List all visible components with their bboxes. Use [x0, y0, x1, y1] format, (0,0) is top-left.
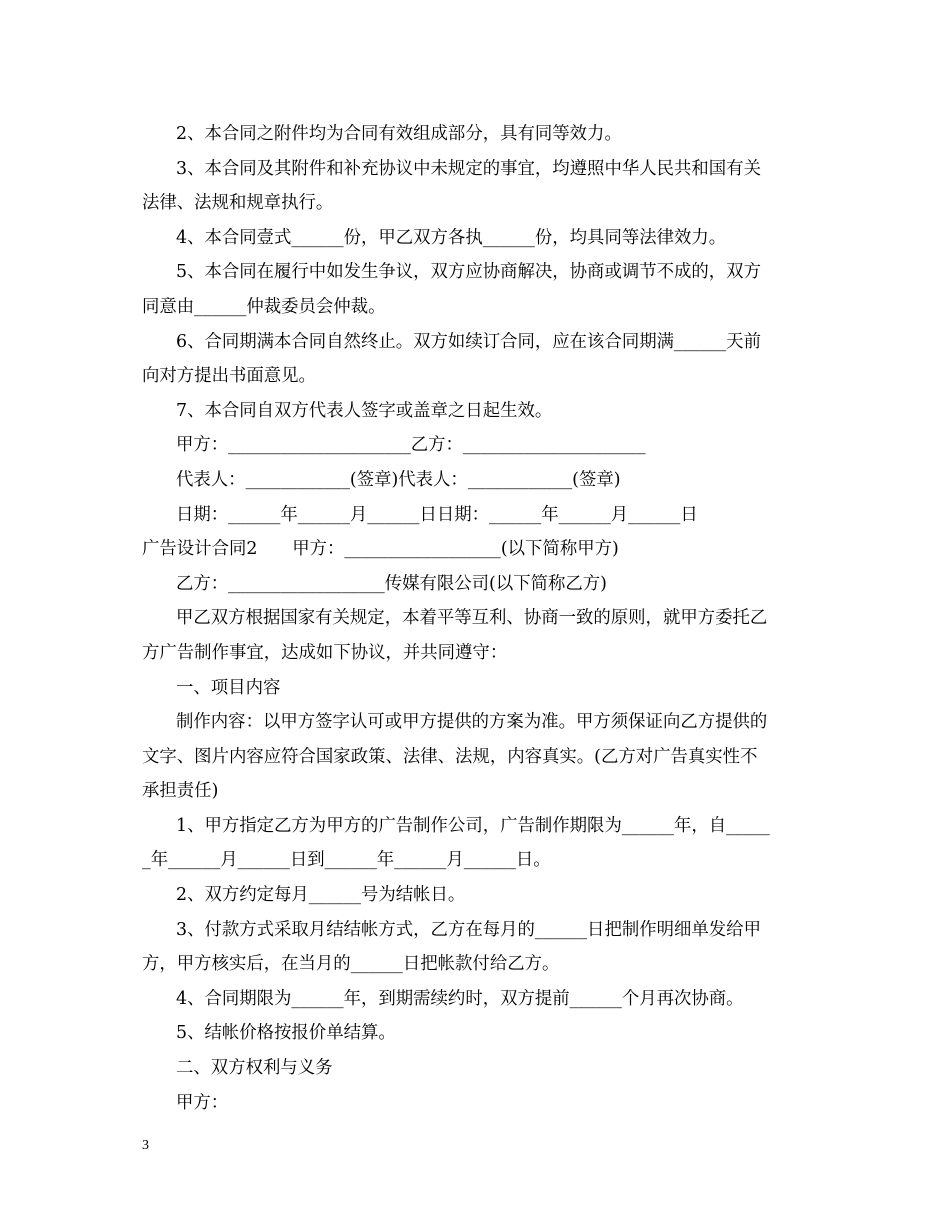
text-line: 6、合同期满本合同自然终止。双方如续订合同，应在该合同期满______天前: [176, 331, 761, 352]
text-line: 3、付款方式采取月结结帐方式，乙方在每月的______日把制作明细单发给甲: [176, 919, 761, 940]
text-line: 日期：______年______月______日日期：______年______月______日: [176, 504, 698, 525]
text-line: 甲方：_____________________乙方：_____________________: [176, 435, 646, 456]
text-line: 4、本合同壹式______份，甲乙双方各执______份，均具同等法律效力。: [176, 227, 727, 248]
text-line: 文字、图片内容应符合国家政策、法律、法规，内容真实。(乙方对广告真实性不: [142, 746, 758, 767]
text-line: 5、本合同在履行中如发生争议，双方应协商解决，协商或调节不成的，双方: [176, 262, 761, 283]
text-line: 2、双方约定每月______号为结帐日。: [176, 885, 466, 906]
text-line: 5、结帐价格按报价单结算。: [176, 1023, 396, 1044]
text-line: 乙方：__________________传媒有限公司(以下简称乙方): [176, 573, 607, 594]
text-line: 二、双方权利与义务: [176, 1058, 333, 1079]
text-line: 2、本合同之附件均为合同有效组成部分，具有同等效力。: [176, 124, 622, 144]
text-line: 3、本合同及其附件和补充协议中未规定的事宜，均遵照中华人民共和国有关: [176, 158, 761, 179]
text-line: _年______月______日到______年______月______日。: [142, 850, 551, 871]
page-number: 3: [142, 1138, 149, 1153]
text-line: 4、合同期限为______年，到期需续约时，双方提前______个月再次协商。: [176, 988, 744, 1009]
text-line: 广告设计合同2 甲方：__________________(以下简称甲方): [142, 539, 619, 560]
text-line: 7、本合同自双方代表人签字或盖章之日起生效。: [176, 400, 553, 421]
text-line: 法律、法规和规章执行。: [142, 193, 334, 214]
text-line: 甲乙双方根据国家有关规定，本着平等互利、协商一致的原则，就甲方委托乙: [176, 608, 768, 629]
text-line: 同意由______仲裁委员会仲裁。: [142, 296, 386, 317]
text-line: 承担责任): [142, 781, 219, 802]
text-line: 甲方：: [176, 1092, 229, 1113]
text-line: 制作内容：以甲方签字认可或甲方提供的方案为准。甲方须保证向乙方提供的: [176, 712, 768, 733]
text-line: 一、项目内容: [176, 677, 281, 698]
text-line: 1、甲方指定乙方为甲方的广告制作公司，广告制作期限为______年，自_____: [176, 815, 770, 836]
text-line: 方，甲方核实后，在当月的______日把帐款付给乙方。: [142, 954, 560, 975]
text-line: 代表人：____________(签章)代表人：____________(签章): [176, 469, 621, 490]
text-line: 向对方提出书面意见。: [142, 366, 316, 387]
text-line: 方广告制作事宜，达成如下协议，并共同遵守：: [142, 642, 508, 663]
document-body: [142, 117, 814, 1120]
